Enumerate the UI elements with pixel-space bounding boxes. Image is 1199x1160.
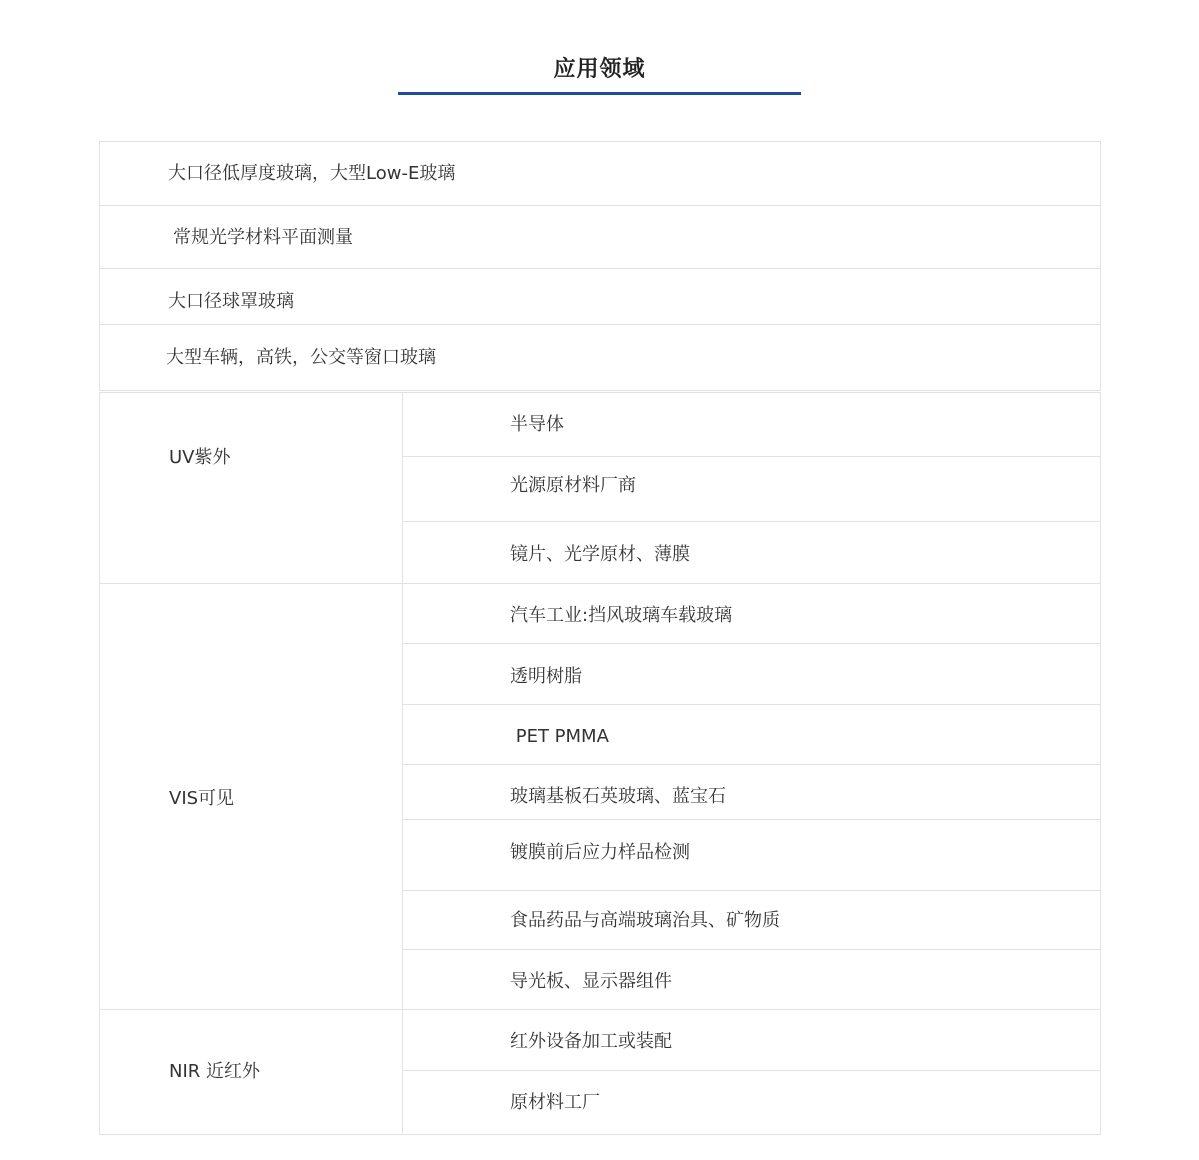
title-underline xyxy=(398,92,801,95)
row-divider xyxy=(100,205,1100,206)
group-item: PET PMMA xyxy=(510,726,609,747)
item-divider xyxy=(403,704,1100,705)
group-item: 镜片、光学原材、薄膜 xyxy=(510,544,690,565)
row-divider xyxy=(100,324,1100,325)
group-item: 导光板、显示器组件 xyxy=(510,971,672,992)
item-divider xyxy=(403,949,1100,950)
group-divider xyxy=(100,583,1100,584)
item-divider xyxy=(403,819,1100,820)
general-row-label: 大口径球罩玻璃 xyxy=(168,291,294,312)
group-item: 半导体 xyxy=(510,414,564,435)
general-row-label: 大型车辆，高铁，公交等窗口玻璃 xyxy=(166,347,436,368)
general-row xyxy=(166,346,436,370)
row-divider xyxy=(100,268,1100,269)
group-item: 镀膜前后应力样品检测 xyxy=(510,842,690,863)
general-row-label: 常规光学材料平面测量 xyxy=(173,227,353,248)
general-row xyxy=(168,162,455,186)
general-row xyxy=(173,226,353,250)
group-item: 光源原材料厂商 xyxy=(510,475,636,496)
group-label-uv: UV紫外 xyxy=(169,447,231,468)
item-divider xyxy=(403,643,1100,644)
item-divider xyxy=(403,521,1100,522)
item-divider xyxy=(403,764,1100,765)
item-divider xyxy=(403,890,1100,891)
group-label-nir: NIR 近红外 xyxy=(169,1061,261,1082)
item-divider xyxy=(403,456,1100,457)
general-row-label: 大口径低厚度玻璃，大型Low-E玻璃 xyxy=(168,163,456,184)
general-row xyxy=(168,290,294,314)
group-item: 红外设备加工或装配 xyxy=(510,1031,672,1052)
item-divider xyxy=(403,1070,1100,1071)
group-divider xyxy=(100,1009,1100,1010)
group-item: 汽车工业:挡风玻璃车载玻璃 xyxy=(510,605,733,626)
spectrum-table xyxy=(99,392,1101,1135)
group-item: 透明树脂 xyxy=(510,666,582,687)
group-item: 食品药品与高端玻璃治具、矿物质 xyxy=(510,910,780,931)
group-label-vis: VIS可见 xyxy=(169,788,235,809)
group-item: 玻璃基板石英玻璃、蓝宝石 xyxy=(510,786,726,807)
general-table xyxy=(99,141,1101,391)
group-item: 原材料工厂 xyxy=(510,1092,600,1113)
section-title: 应用领域 xyxy=(553,57,646,82)
